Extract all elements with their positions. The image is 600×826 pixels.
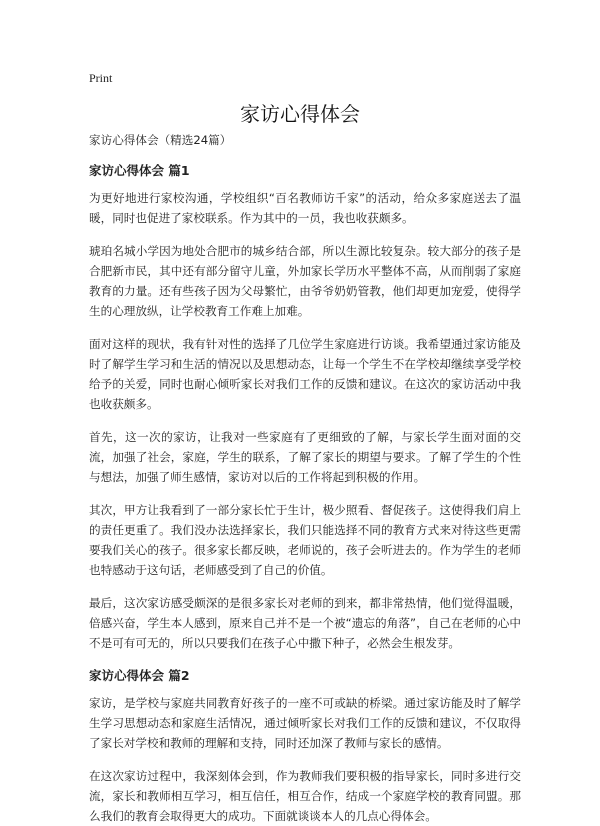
paragraph: 其次，甲方让我看到了一部分家长忙于生计，极少照看、督促孩子。这使得我们肩上的责任更重了。我们没办法选择家长，我们只能选择不同的教育方式来对待这些更需要我们关心的孩子。很多家长都反映，老师说的，孩子会听进去的。作为学生的老师也特感动于这句话，老师感受到了自己的价值。 (89, 503, 521, 577)
paragraph: 为更好地进行家校沟通，学校组织“百名教师访千家”的活动，给众多家庭送去了温暖，同时也促进了家校联系。作为其中的一员，我也收获颇多。 (89, 191, 521, 225)
paragraph: 首先，这一次的家访，让我对一些家庭有了更细致的了解，与家长学生面对面的交流，加强了社会，家庭，学生的联系，了解了家长的期望与要求。了解了学生的个性与想法，加强了师生感情，家访对以后的工作将起到积极的作用。 (89, 430, 521, 484)
section-heading: 家访心得体会 篇2 (89, 668, 190, 683)
section-heading: 家访心得体会 篇1 (89, 163, 190, 178)
document-body (89, 130, 521, 826)
paragraph: 琥珀名城小学因为地处合肥市的城乡结合部，所以生源比较复杂。较大部分的孩子是合肥新市民，其中还有部分留守儿童，外加家长学历水平整体不高，从而削弱了家庭教育的力量。还有些孩子因为父母繁忙，由爷爷奶奶管教，他们却更加宠爱，使得学生的心理放纵，让学校教育工作难上加难。 (89, 244, 521, 318)
section-1 (89, 161, 521, 653)
document-subtitle: 家访心得体会（精选24篇） (89, 133, 232, 147)
paragraph: 最后，这次家访感受颇深的是很多家长对老师的到来，都非常热情，他们觉得温暖，倍感兴奋，学生本人感到，原来自己并不是一个被“遗忘的角落”，自己在老师的心中不是可有可无的，所以只要我们在孩子心中撒下种子，必然会生根发芽。 (89, 596, 521, 650)
paragraph: 面对这样的现状，我有针对性的选择了几位学生家庭进行访谈。我希望通过家访能及时了解学生学习和生活的情况以及思想动态，让每一个学生不在学校却继续享受学校给予的关爱，同时也耐心倾听家长对我们工作的反馈和建议。在这次的家访活动中我也收获颇多。 (89, 337, 521, 411)
print-link[interactable]: Print (89, 71, 113, 85)
paragraph: 家访，是学校与家庭共同教育好孩子的一座不可或缺的桥梁。通过家访能及时了解学生学习思想动态和家庭生活情况，通过倾听家长对我们工作的反馈和建议，不仅取得了家长对学校和教师的理解和支持，同时还加深了教师与家长的感情。 (89, 696, 521, 750)
paragraph: 在这次家访过程中，我深刻体会到，作为教师我们要积极的指导家长，同时多进行交流，家长和教师相互学习，相互信任，相互合作，结成一个家庭学校的教育同盟。那么我们的教育会取得更大的成功。下面就谈谈本人的几点心得体会。 (89, 769, 521, 823)
page-title: 家访心得体会 (240, 102, 360, 126)
section-2 (89, 666, 521, 826)
